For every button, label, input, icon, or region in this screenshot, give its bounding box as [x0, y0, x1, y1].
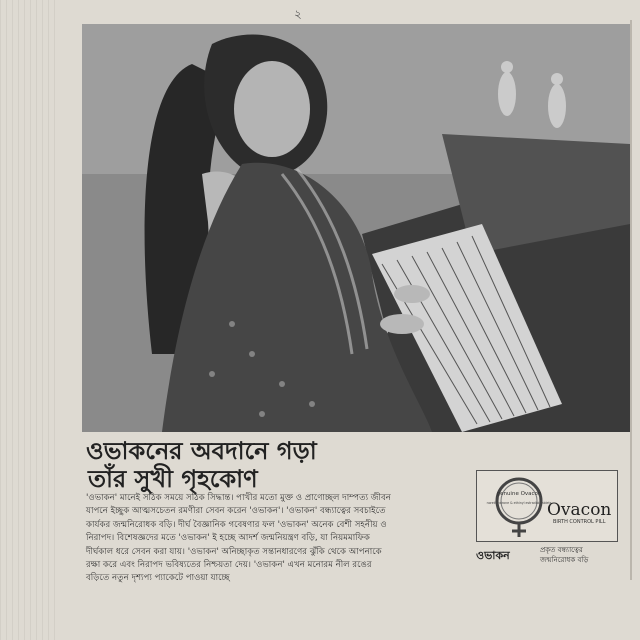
brand-name-bengali: ওভাকন: [476, 549, 510, 562]
page-number: ২: [294, 7, 302, 21]
ad-body-copy: [86, 492, 471, 586]
ovacon-logo-box: [476, 470, 618, 542]
body-line: দীর্ঘকাল ধরে সেবন করা যায়। 'ওভাকন' অনিচ্ছাকৃত সন্তানধারণের ঝুঁকি থেকে আপনাকে: [86, 546, 382, 557]
page-border: [630, 20, 632, 580]
body-line: যাপনে ইচ্ছুক আত্মসচেতন রমণীরা সেবন করেন 'ওভাকন'। 'ওভাকন' বন্ধ্যাত্বের সবচাইতে: [86, 506, 386, 517]
brand-tagline: BIRTH CONTROL PILL: [553, 519, 606, 525]
advertisement-photo: [82, 24, 630, 432]
ad-headline: [86, 437, 416, 493]
body-line: নিরাপদ। বিশেষজ্ঞদের মতে 'ওভাকন' ই হচ্ছে আদর্শ জন্মনিয়ন্ত্রণ বড়ি, যা নিয়মমাফিক: [86, 533, 370, 544]
brand-footer: [476, 545, 616, 569]
seal-text: genuine Ovacon: [496, 491, 542, 497]
tagline-line-2: জন্মনিরোধক বড়ি: [540, 556, 589, 564]
headline-line-1: ওভাকনের অবদানে গড়া: [86, 436, 317, 465]
body-line: রক্ষা করে এবং নিরাপদ ভবিষ্যতের নিশ্চয়তা দেয়। 'ওভাকন' এখন মনোরম নীল রঙের: [86, 560, 372, 571]
body-line: 'ওভাকন' মানেই সঠিক সময়ে সঠিক সিদ্ধান্ত। পাখীর মতো মুক্ত ও প্রাণোচ্ছল দাম্পত্য জীবন: [86, 493, 391, 503]
ovacon-logo: [477, 471, 617, 541]
tagline-line-1: প্রকৃত বন্ধ্যাত্বের: [540, 546, 583, 554]
brand-name: Ovacon: [547, 500, 612, 520]
body-line: বড়িতে নতুন দৃশ্যপ্য প্যাকেটে পাওয়া যাচ্ছে: [86, 573, 230, 584]
seal-subtext: norethindrone & ethinyl estradiol tablets: [486, 501, 552, 505]
brand-tagline-bengali: [540, 545, 616, 565]
woman-at-piano-illustration: [82, 24, 630, 432]
body-line: কার্যকর জন্মনিরোধক বড়ি। দীর্ঘ বৈজ্ঞানিক গবেষণার ফল 'ওভাকন' অনেক বেশী সহনীয় ও: [86, 519, 387, 530]
headline-line-2: তাঁর সুখী গৃহকোণ: [88, 464, 258, 493]
